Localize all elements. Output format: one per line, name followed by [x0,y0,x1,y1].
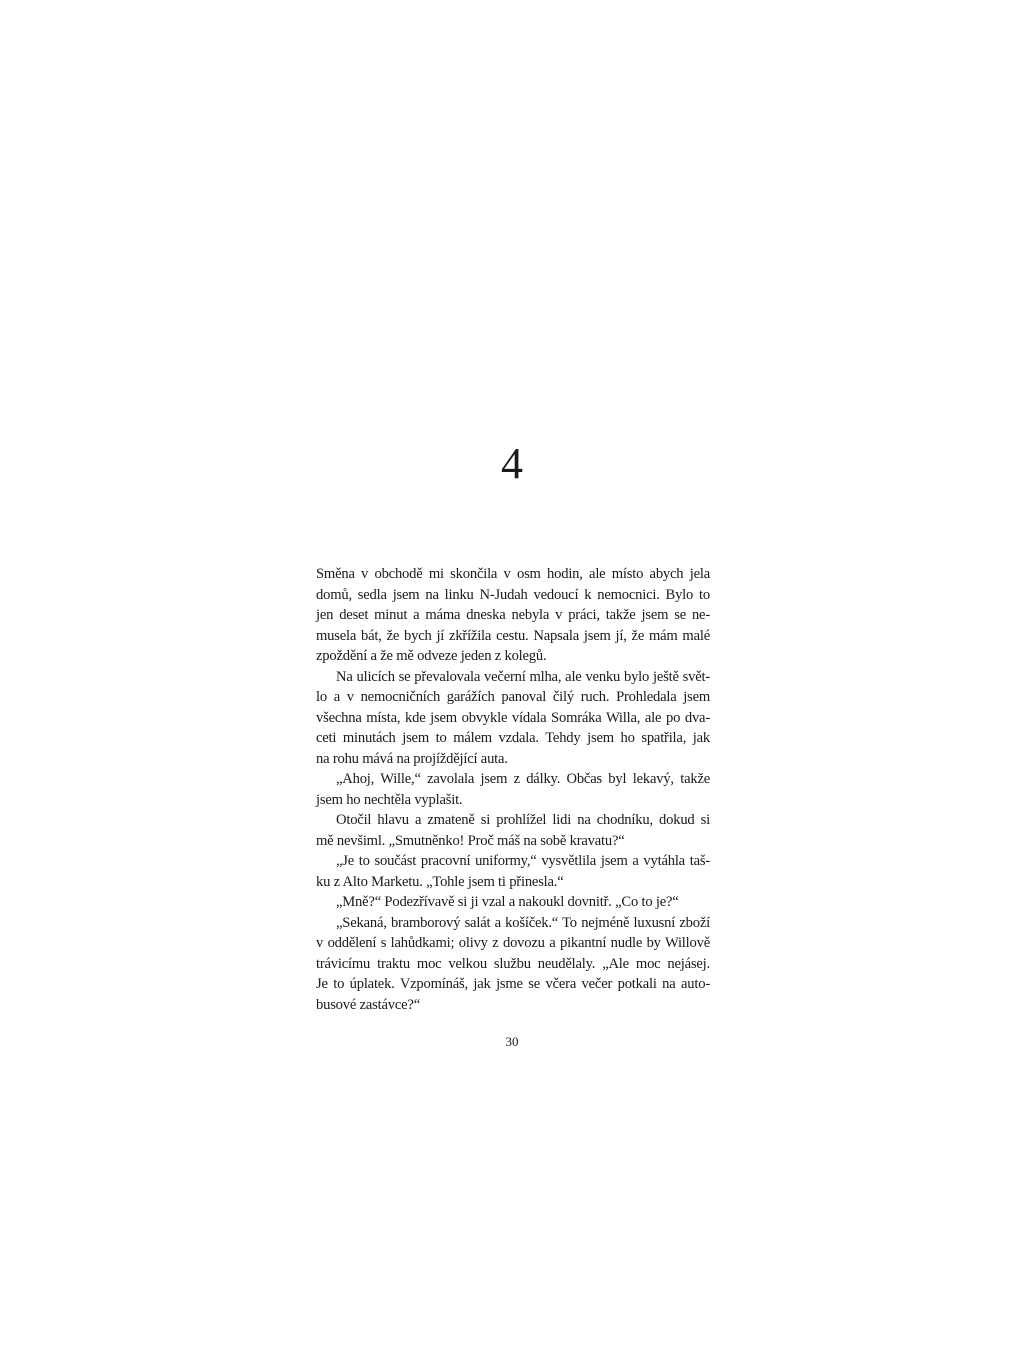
text-line: zpoždění a že mě odveze jeden z kolegů. [316,648,547,664]
text-line: „Je to součást pracovní uniformy,“ vysvětlila jsem a vytáhla taš- [336,853,710,869]
text-line: musela bát, že bych jí zkřížila cestu. Napsala jsem jí, že mám malé [316,627,710,644]
text-line: jen deset minut a máma dneska nebyla v práci, takže jsem se ne- [316,607,710,623]
text-line: na rohu mává na projíždějící auta. [316,750,508,767]
text-line: „Ahoj, Wille,“ zavolala jsem z dálky. Občas byl lekavý, takže [336,771,710,787]
text-line: busové zastávce?“ [316,996,420,1013]
text-line: lo a v nemocničních garážích panoval čilý ruch. Prohledala jsem [316,689,710,705]
chapter-number: 4 [501,439,523,488]
text-line: Na ulicích se převalovala večerní mlha, ale venku bylo ještě svět- [336,668,710,685]
text-line: Je to úplatek. Vzpomínáš, jak jsme se včera večer potkali na auto- [316,976,710,992]
text-line: Směna v obchodě mi skončila v osm hodin, ale místo abych jela [316,566,710,582]
text-line: všechna místa, kde jsem obvykle vídala Somráka Willa, ale po dva- [316,709,710,726]
text-line: „Mně?“ Podezřívavě si ji vzal a nakoukl dovnitř. „Co to je?“ [336,894,679,910]
text-line: Otočil hlavu a zmateně si prohlížel lidi na chodníku, dokud si [336,812,710,828]
text-line: trávicímu traktu moc velkou službu neudělaly. „Ale moc nejásej. [316,955,710,972]
page-number: 30 [505,1034,519,1049]
text-line: v oddělení s lahůdkami; olivy z dovozu a pikantní nudle by Willově [316,935,710,951]
text-line: domů, sedla jsem na linku N-Judah vedoucí k nemocnici. Bylo to [316,586,710,603]
text-line: „Sekaná, bramborový salát a košíček.“ To nejméně luxusní zboží [336,914,710,931]
body-text [316,564,710,1015]
text-line: jsem ho nechtěla vyplašit. [316,791,463,808]
text-line: mě nevšiml. „Smutněnko! Proč máš na sobě kravatu?“ [316,832,625,849]
text-line: ku z Alto Marketu. „Tohle jsem ti přinesla.“ [316,873,564,890]
text-line: ceti minutách jsem to málem vzdala. Tehdy jsem ho spatřila, jak [316,730,710,746]
